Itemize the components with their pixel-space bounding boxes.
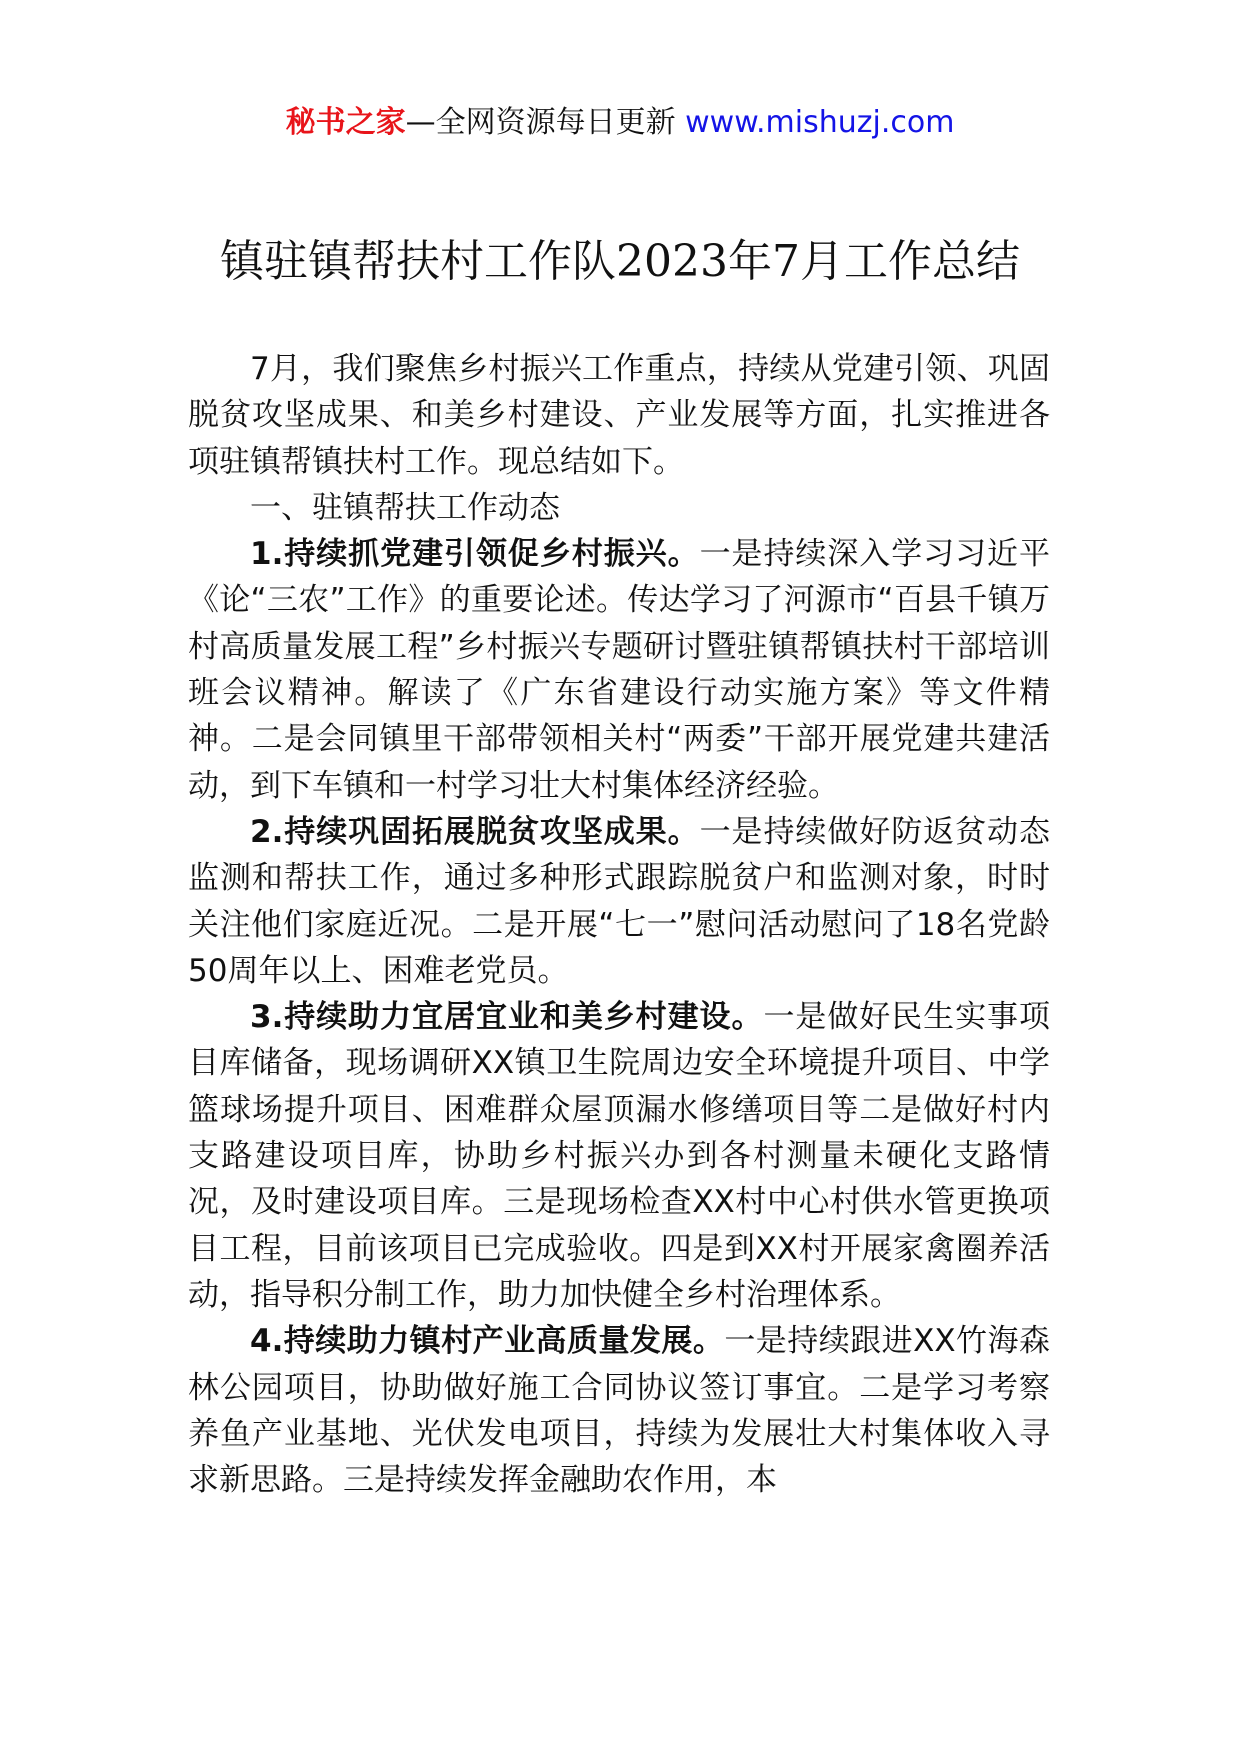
item-lead: 4.持续助力镇村产业高质量发展。 [250, 1323, 725, 1360]
site-url-link[interactable]: www.mishuzj.com [685, 105, 955, 140]
item-lead: 3.持续助力宜居宜业和美乡村建设。 [250, 999, 764, 1036]
item-lead: 1.持续抓党建引领促乡村振兴。 [250, 536, 700, 573]
site-slogan: —全网资源每日更新 [405, 105, 676, 140]
item-paragraph [188, 994, 1050, 1318]
item-paragraph [188, 809, 1050, 994]
site-header [0, 100, 1240, 146]
item-paragraph [188, 1318, 1050, 1503]
item-text: 一是持续跟进XX竹海森林公园项目，协助做好施工合同协议签订事宜。二是学习考察养鱼产业基地、光伏发电项目，持续为发展壮大村集体收入寻求新思路。三是持续发挥金融助农作用，本 [188, 1323, 1050, 1499]
site-brand: 秘书之家 [285, 105, 406, 140]
item-text: 一是做好民生实事项目库储备，现场调研XX镇卫生院周边安全环境提升项目、中学篮球场提升项目、困难群众屋顶漏水修缮项目等二是做好村内支路建设项目库，协助乡村振兴办到各村测量未硬化支路情况，及时建设项目库。三是现场检查XX村中心村供水管更换项目工程，目前该项目已完成验收。四是到XX村开展家禽圈养活动，指导积分制工作，助力加快健全乡村治理体系。 [188, 999, 1050, 1313]
document-title: 镇驻镇帮扶村工作队2023年7月工作总结 [220, 236, 1020, 287]
item-lead: 2.持续巩固拓展脱贫攻坚成果。 [250, 813, 700, 850]
intro-paragraph: 7月，我们聚焦乡村振兴工作重点，持续从党建引领、巩固脱贫攻坚成果、和美乡村建设、产业发展等方面，扎实推进各项驻镇帮镇扶村工作。现总结如下。 [188, 351, 1050, 480]
item-text: 一是持续深入学习习近平《论“三农”工作》的重要论述。传达学习了河源市“百县千镇万村高质量发展工程”乡村振兴专题研讨暨驻镇帮镇扶村干部培训班会议精神。解读了《广东省建设行动实施方案》等文件精神。二是会同镇里干部带领相关村“两委”干部开展党建共建活动，到下车镇和一村学习壮大村集体经济经验。 [188, 536, 1050, 804]
item-paragraph [188, 531, 1050, 809]
item-text: 一是持续做好防返贫动态监测和帮扶工作，通过多种形式跟踪脱贫户和监测对象，时时关注他们家庭近况。二是开展“七一”慰问活动慰问了18名党龄50周年以上、困难老党员。 [188, 813, 1050, 989]
document-body [188, 346, 1050, 1503]
section-heading: 一、驻镇帮扶工作动态 [250, 489, 560, 526]
